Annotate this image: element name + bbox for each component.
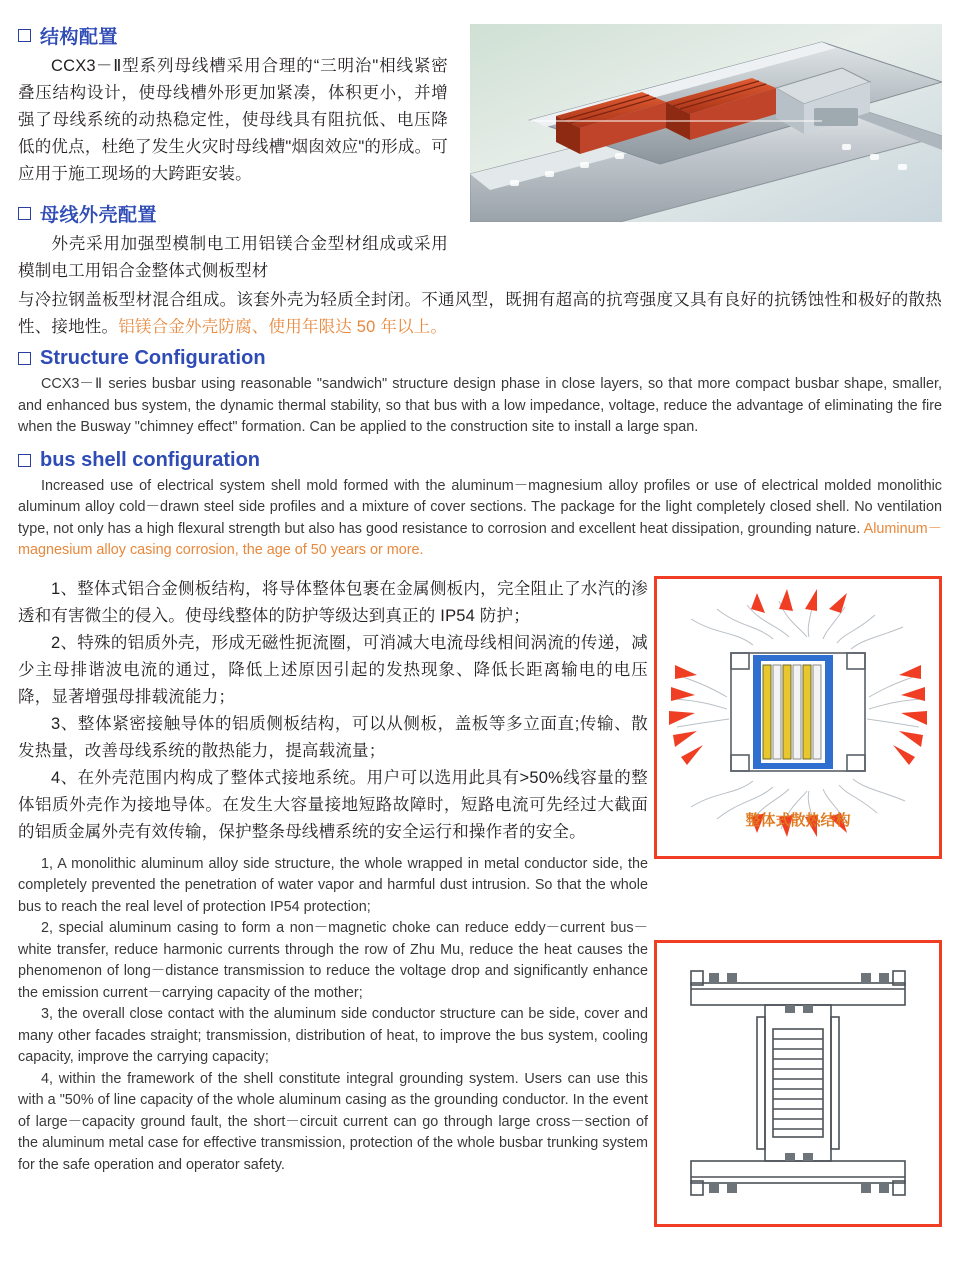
cn-list-item-2 (18, 630, 648, 711)
en-shell-text: Increased use of electrical system shell mold formed with the aluminum－magnesium alloy profiles or use of electrical molded monolithic aluminum alloy cold－drawn steel side profiles and a mixture of cover sections. The package for the light completely closed shell. No ventilation type, not only has a high flexural strength but also has good resistance to corrosion and excellent heat dissipation, grounding nature. (18, 477, 942, 537)
cn-list-item-4 (18, 765, 648, 846)
heading-cn-shell (18, 200, 448, 227)
en-shell-body (18, 476, 942, 562)
busbar-photo-illustration (470, 24, 942, 222)
heading-en-structure (18, 347, 942, 370)
cn-shell-body-part1 (18, 231, 448, 285)
en-list-item-1 (18, 854, 648, 919)
en-list-text-1: 1, A monolithic aluminum alloy side structure, the whole wrapped in metal conductor side, the completely prevented the penetration of water vapor and harmful dust intrusion. So that the whole bus to reach the real level of protection IP54 protection; (18, 855, 648, 915)
heading-en-shell (18, 449, 942, 472)
en-list-item-4 (18, 1069, 648, 1177)
en-list-item-3 (18, 1004, 648, 1069)
bullet-square-icon (18, 29, 31, 42)
lower-section (0, 576, 960, 1177)
cn-structure-text: CCX3－Ⅱ型系列母线槽采用合理的“三明治"相线紧密叠压结构设计，使母线槽外形更加紧凑，体积更小，并增强了母线系统的动热稳定性，使母线具有阻抗低、电压降低的优点，杜绝了发生火灾时母线槽"烟囱效应"的形成。可应用于施工现场的大跨距安装。 (18, 57, 448, 183)
en-shell-highlight: Aluminum－magnesium alloy casing corrosion, the age of 50 years or more. (18, 520, 942, 558)
fig1-caption-text: 整体式散热结构 (745, 811, 851, 829)
heading-cn-shell-label: 母线外壳配置 (40, 205, 158, 226)
cn-list-text-4: 4、在外壳范围内构成了整体式接地系统。用户可以选用此具有>50%线容量的整体铝质外壳作为接地导体。在发生大容量接地短路故障时，短路电流可先经过大截面的铝质金属外壳有效传输，保护整条母线槽系统的安全运行和操作者的安全。 (18, 768, 648, 841)
cn-shell-text-1: 外壳采用加强型模制电工用铝镁合金型材组成或采用模制电工用铝合金整体式侧板型材 (18, 235, 448, 280)
heading-cn-structure-label: 结构配置 (40, 27, 119, 48)
cn-list-text-1: 1、整体式铝合金侧板结构，将导体整体包裹在金属侧板内，完全阻止了水汽的渗透和有害微尘的侵入。使母线整体的防护等级达到真正的 IP54 防护； (18, 579, 648, 625)
bullet-square-icon (18, 207, 31, 220)
english-structure-block (0, 347, 960, 562)
top-section (0, 0, 960, 341)
en-structure-text: CCX3－Ⅱ series busbar using reasonable "sandwich" structure design phase in close layers, so that more compact busbar shape, smaller, and enhanced bus system, the dynamic thermal stability, so that bus with a low impedance, voltage, reduce the advantage of eliminating the fire when the Busway "chimney effect" formation. Can be applied to the construction site to install a large span. (18, 376, 942, 435)
cn-shell-highlight: 铝镁合金外壳防腐、使用年限达 50 年以上。 (118, 318, 448, 336)
heading-en-shell-label: bus shell configuration (40, 448, 261, 471)
heading-en-structure-label: Structure Configuration (40, 347, 266, 369)
figure-heat-dissipation (654, 576, 942, 859)
busbar-cross-section-diagram (657, 943, 939, 1224)
cn-list-item-1 (18, 576, 648, 630)
en-list-text-2: 2, special aluminum casing to form a non－magnetic choke can reduce eddy－current bus－white transfer, reduce harmonic currents through the row of Zhu Mu, reduce the heat causes the phenomenon of long－distance transmission to reduce the voltage drop and significantly enhance the emission current－carrying capacity of the mother; (18, 920, 648, 1001)
cn-shell-text-2: 与冷拉钢盖板型材混合组成。该套外壳为轻质全封闭。不通风型，既拥有超高的抗弯强度又具有良好的抗锈蚀性和极好的散热性、接地性。 (18, 291, 942, 336)
cn-shell-body-part2 (18, 287, 942, 341)
cn-list-text-2: 2、特殊的铝质外壳，形成无磁性扼流圈，可消减大电流母线相间涡流的传递，减少主母排谐波电流的通过，降低上述原因引起的发热现象、降低长距离输电的电压降，显著增强母排载流能力； (18, 633, 648, 706)
cn-structure-body (18, 53, 448, 188)
en-list-item-2 (18, 918, 648, 1004)
en-structure-body (18, 374, 942, 439)
cn-list-item-3 (18, 711, 648, 765)
product-photo (470, 24, 942, 222)
bullet-square-icon (18, 454, 31, 467)
bullet-square-icon (18, 352, 31, 365)
lower-text-column (18, 576, 648, 1177)
en-list-text-3: 3, the overall close contact with the aluminum side conductor structure can be side, cover and many other facades straight; transmission, distribution of heat, to improve the bus system, cooling capacity, improve the carrying capacity; (18, 1006, 648, 1065)
figure-cross-section (654, 940, 942, 1227)
chinese-structure-block (18, 22, 448, 285)
heading-cn-structure (18, 22, 448, 49)
heat-dissipation-diagram (657, 579, 939, 856)
cn-list-text-3: 3、整体紧密接触导体的铝质侧板结构，可以从侧板，盖板等多立面直;传输、散发热量，改善母线系统的散热能力，提高载流量； (18, 714, 648, 760)
en-list-text-4: 4, within the framework of the shell constitute integral grounding system. Users can use this with a "50% of line capacity of the whole aluminum casing as the grounding conductor. In the event of large－capacity ground fault, the short－circuit current can go through large cross－section of the aluminum metal case for effective transmission, protection of the whole busbar trunking system for the safe operation and operator safety. (18, 1070, 648, 1173)
